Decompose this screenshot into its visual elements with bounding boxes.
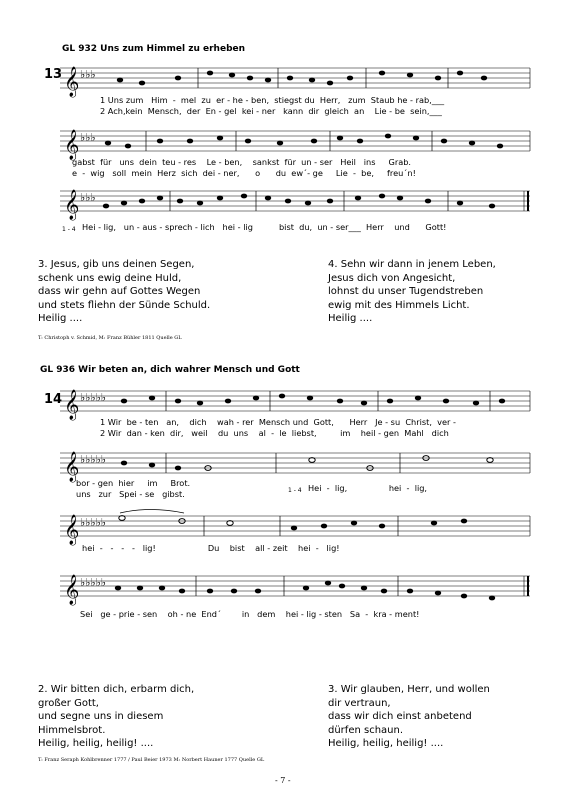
svg-text:𝄞: 𝄞: [64, 515, 80, 545]
hymn2-number: 14: [44, 392, 63, 407]
hymn1-line1-verse1: 1 Uns zum Him - mel zu er - he - ben, stiegst du Herr, zum Staub he - rab,___: [100, 95, 445, 105]
hymn2-staff-4: [60, 568, 532, 608]
hymn1-line1-verse2: 2 Ach,kein Mensch, der En - gel kei - ner kann dir gleich an Lie - be sein,___: [100, 106, 442, 116]
hymn1-credit: T: Christoph v. Schmid, M: Franz Bühler 1811 Quelle GL: [38, 335, 182, 341]
svg-text:𝄞: 𝄞: [64, 130, 80, 160]
hymn2-verse-3: 3. Wir glauben, Herr, und wollen dir vertraun, dass wir dich einst anbetend dürfen schaun. Heilig, heilig, heilig! ....: [328, 684, 490, 749]
hymn1-title: GL 932 Uns zum Himmel zu erheben: [62, 44, 246, 54]
svg-text:𝄞: 𝄞: [64, 452, 80, 482]
hymn1-line3-refrain: Hei - lig, un - aus - sprech - lich hei - lig bist du, un - ser___ Herr und Gott!: [82, 222, 447, 232]
hymn1-verse-3: 3. Jesus, gib uns deinen Segen, schenk uns ewig deine Huld, dass wir gehn auf Gottes Wegen und stets fliehn der Sünde Schuld. Heilig ....: [38, 259, 211, 324]
svg-text:♭♭♭: ♭♭♭: [80, 191, 96, 204]
svg-text:♭♭♭♭♭: ♭♭♭♭♭: [80, 453, 106, 466]
hymn1-staff-1: [60, 60, 532, 100]
hymn2-line1-verse2: 2 Wir dan - ken dir, weil du uns al - le liebst, im heil - gen Mahl dich: [100, 428, 449, 438]
hymn2-staff-3: [60, 508, 532, 548]
page-number: - 7 -: [275, 776, 291, 785]
svg-text:𝄞: 𝄞: [64, 575, 80, 605]
svg-text:𝄞: 𝄞: [64, 390, 80, 420]
hymn2-line3-text: hei - - - - lig! Du bist all - zeit hei - lig!: [82, 543, 340, 553]
hymn2-line2-number: 1 - 4: [288, 487, 302, 494]
hymn1-line2-verse1: gabst für uns dein teu - res Le - ben, sankst für un - ser Heil ins Grab.: [72, 157, 412, 167]
hymn2-title: GL 936 Wir beten an, dich wahrer Mensch und Gott: [40, 365, 300, 375]
hymn2-line1-verse1: 1 Wir be - ten an, dich wah - rer Mensch und Gott, Herr Je - su Christ, ver -: [100, 417, 456, 427]
hymn2-verse-2: 2. Wir bitten dich, erbarm dich, großer Gott, und segne uns in diesem Himmelsbrot. Heilig, heilig, heilig! ....: [38, 684, 195, 749]
hymn2-line2-verse1: bor - gen hier im Brot.: [76, 478, 191, 488]
hymn2-credit: T: Franz Seraph Kohlbrenner 1777 / Paul Beier 1973 M: Norbert Hauner 1777 Quelle GL: [38, 757, 265, 763]
svg-text:𝄞: 𝄞: [64, 67, 80, 97]
hymn2-line2-verse2: uns zur Spei - se gibst.: [76, 489, 185, 499]
svg-text:♭♭♭♭♭: ♭♭♭♭♭: [80, 391, 106, 404]
svg-text:♭♭♭: ♭♭♭: [80, 131, 96, 144]
hymn1-number: 13: [44, 67, 63, 82]
svg-text:♭♭♭♭♭: ♭♭♭♭♭: [80, 576, 106, 589]
hymn1-line2-verse2: e - wig soll mein Herz sich dei - ner, o du ew´- ge Lie - be, freu´n!: [72, 168, 416, 178]
hymn1-line3-number: 1 - 4: [62, 226, 76, 233]
svg-text:𝄞: 𝄞: [64, 190, 80, 220]
hymn2-line2-refrain: Hei - lig, hei - lig,: [308, 483, 428, 493]
svg-text:♭♭♭: ♭♭♭: [80, 68, 96, 81]
hymn1-staff-3: [60, 183, 532, 223]
hymn2-line4-text: Sei ge - prie - sen oh - ne End´ in dem hei - lig - sten Sa - kra - ment!: [80, 609, 420, 619]
hymn1-verse-4: 4. Sehn wir dann in jenem Leben, Jesus dich von Angesicht, lohnst du unser Tugendstreben ewig mit des Himmels Licht. Heilig ....: [328, 259, 496, 324]
svg-text:♭♭♭♭♭: ♭♭♭♭♭: [80, 516, 106, 529]
